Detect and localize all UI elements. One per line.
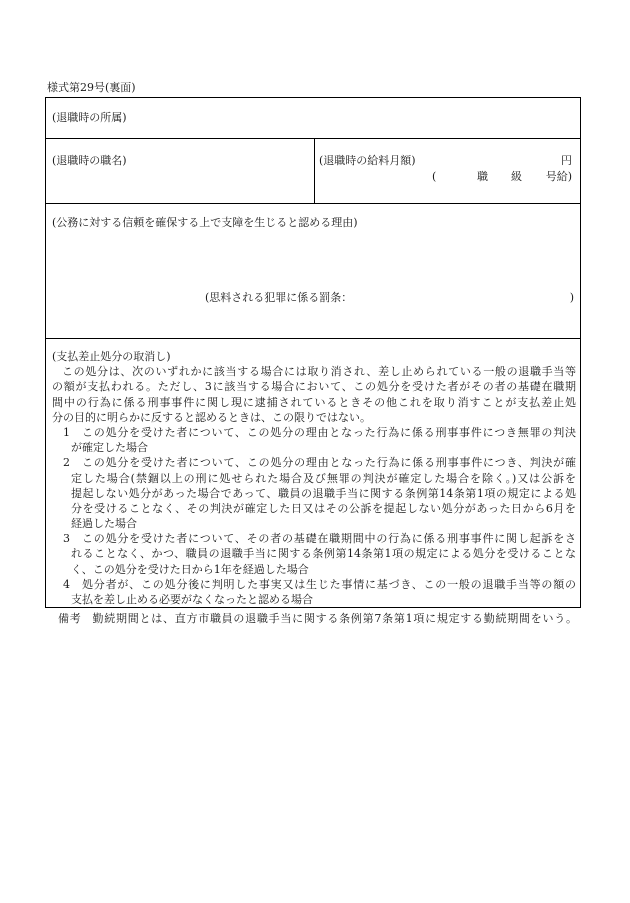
item-number: 1 xyxy=(63,425,70,439)
item-number: 2 xyxy=(63,456,70,470)
intro-line: の額が支払われる。ただし、3に該当する場合において、この処分を受けた者がその者の基礎在職期 xyxy=(52,380,576,394)
intro-line: 分の目的に明らかに反すると認めるときは、この限りではない。 xyxy=(52,410,371,424)
cancellation-item-4 xyxy=(63,577,576,607)
cancellation-section xyxy=(46,338,580,607)
item-line: 支払を差し止める必要がなくなったと認める場合 xyxy=(71,593,313,606)
job-title-label: (退職時の職名) xyxy=(52,154,127,167)
penal-clause-label: (思料される犯罪に係る罰条： xyxy=(205,291,353,304)
item-line: 提起しない処分があった場合であって、職員の退職手当に関する条例第14条第1項の規定による処 xyxy=(71,486,576,500)
item-number: 3 xyxy=(63,532,70,546)
cancellation-item-3 xyxy=(63,531,576,577)
intro-paragraph xyxy=(52,364,576,425)
item-line: 定した場合(禁錮以上の刑に処せられた場合及び無罪の判決が確定した場合を除く。)又は公訴を xyxy=(71,471,576,485)
salary-currency: 円 xyxy=(561,154,572,167)
affiliation-row xyxy=(46,98,580,138)
cancellation-heading: (支払差止処分の取消し) xyxy=(52,350,171,363)
item-line: 処分者が、この処分後に判明した事実又は生じた事情に基づき、この一般の退職手当等の額の xyxy=(82,577,576,591)
item-line: く、この処分を受けた日から1年を経過した場合 xyxy=(71,562,309,576)
item-line: が確定した場合 xyxy=(71,441,148,455)
cancellation-item-2 xyxy=(63,455,576,531)
item-line: この処分を受けた者について、この処分の理由となった行為に係る刑事事件につき、判決が確 xyxy=(82,456,576,470)
salary-grade-rank: 職 xyxy=(477,170,488,183)
item-line: れることなく、かつ、職員の退職手当に関する条例第14条第1項の規定による処分を受けることな xyxy=(71,547,576,561)
penal-clause-close: ) xyxy=(569,291,574,304)
item-line: 分を受けることなく、その判決が確定した日又はその公訴を提起しない処分があった日から6月を xyxy=(71,501,576,515)
remarks-line xyxy=(58,611,577,626)
salary-grade-line xyxy=(319,169,580,185)
salary-grade-class: 級 xyxy=(511,170,522,183)
form-number: 様式第29号(裏面) xyxy=(47,81,136,94)
salary-line xyxy=(319,153,580,169)
intro-line: 間中の行為に係る刑事事件に関し現に逮捕されているときその他これを取り消すことが支払差止処 xyxy=(52,395,576,409)
item-number: 4 xyxy=(63,577,70,591)
salary-label: (退職時の給料月額) xyxy=(319,154,416,167)
reason-row xyxy=(46,203,580,338)
salary-cell xyxy=(315,139,580,203)
form-frame xyxy=(45,97,581,608)
remarks-text: 勤続期間とは、直方市職員の退職手当に関する条例第7条第1項に規定する勤続期間をいう。 xyxy=(92,612,578,625)
salary-grade-step: 号給) xyxy=(545,170,572,183)
item-line: 経過した場合 xyxy=(71,517,137,531)
reason-label: (公務に対する信頼を確保する上で支障を生じると認める理由) xyxy=(52,216,358,229)
intro-line: この処分は、次のいずれかに該当する場合には取り消され、差し止められている一般の退職手当等 xyxy=(62,365,576,379)
salary-grade-open: ( xyxy=(432,170,437,183)
item-line: この処分を受けた者について、この処分の理由となった行為に係る刑事事件につき無罪の判決 xyxy=(82,425,576,439)
title-salary-row xyxy=(46,138,580,203)
affiliation-label: (退職時の所属) xyxy=(52,111,127,124)
item-line: この処分を受けた者について、その者の基礎在職期間中の行為に係る刑事事件に関し起訴をさ xyxy=(82,532,576,546)
cancellation-item-1 xyxy=(63,425,576,455)
remarks-label: 備考 xyxy=(58,612,82,625)
job-title-cell xyxy=(46,139,315,203)
